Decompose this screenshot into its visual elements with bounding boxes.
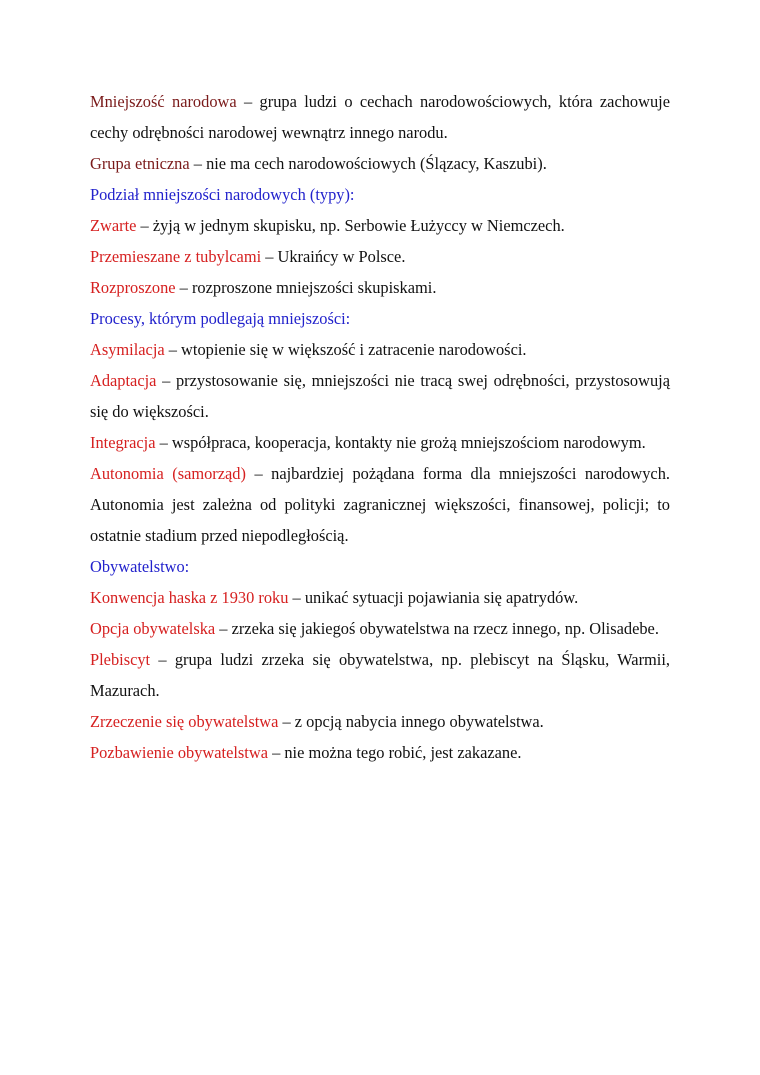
term-asymilacja: Asymilacja <box>90 340 165 359</box>
paragraph-konwencja-haska <box>90 582 670 613</box>
paragraph-plebiscyt <box>90 644 670 706</box>
definition-zrzeczenie: – z opcją nabycia innego obywatelstwa. <box>278 712 544 731</box>
definition-integracja: – współpraca, kooperacja, kontakty nie grożą mniejszościom narodowym. <box>155 433 646 452</box>
term-opcja-obywatelska: Opcja obywatelska <box>90 619 216 638</box>
term-konwencja-haska: Konwencja haska z 1930 roku <box>90 588 289 607</box>
heading-obywatelstwo: Obywatelstwo: <box>90 557 190 576</box>
definition-autonomia: – najbardziej pożądana forma dla mniejszości narodowych. Autonomia jest zależna od polityki zagranicznej większości, finansowej, policji; to ostatnie stadium przed niepodległością. <box>90 464 670 545</box>
term-grupa-etniczna: Grupa etniczna <box>90 154 190 173</box>
paragraph-rozproszone <box>90 272 670 303</box>
term-zrzeczenie: Zrzeczenie się obywatelstwa <box>90 712 279 731</box>
paragraph-zwarte <box>90 210 670 241</box>
term-zwarte: Zwarte <box>90 216 137 235</box>
definition-asymilacja: – wtopienie się w większość i zatracenie narodowości. <box>164 340 527 359</box>
paragraph-grupa-etniczna <box>90 148 670 179</box>
document-page <box>90 86 670 768</box>
term-mniejszosc-narodowa: Mniejszość narodowa <box>90 92 237 111</box>
heading-podzial-mniejszosci: Podział mniejszości narodowych (typy): <box>90 185 355 204</box>
paragraph-pozbawienie <box>90 737 670 768</box>
paragraph-autonomia <box>90 458 670 551</box>
term-integracja: Integracja <box>90 433 156 452</box>
definition-konwencja-haska: – unikać sytuacji pojawiania się apatrydów. <box>288 588 579 607</box>
heading-procesy: Procesy, którym podlegają mniejszości: <box>90 309 351 328</box>
paragraph-opcja-obywatelska <box>90 613 670 644</box>
paragraph-asymilacja <box>90 334 670 365</box>
paragraph-integracja <box>90 427 670 458</box>
definition-przemieszane: – Ukraińcy w Polsce. <box>261 247 406 266</box>
term-przemieszane: Przemieszane z tubylcami <box>90 247 262 266</box>
term-adaptacja: Adaptacja <box>90 371 157 390</box>
definition-rozproszone: – rozproszone mniejszości skupiskami. <box>175 278 437 297</box>
term-autonomia: Autonomia (samorząd) <box>90 464 246 483</box>
term-rozproszone: Rozproszone <box>90 278 176 297</box>
term-pozbawienie: Pozbawienie obywatelstwa <box>90 743 268 762</box>
definition-plebiscyt: – grupa ludzi zrzeka się obywatelstwa, np. plebiscyt na Śląsku, Warmii, Mazurach. <box>90 650 670 700</box>
definition-opcja-obywatelska: – zrzeka się jakiegoś obywatelstwa na rzecz innego, np. Olisadebe. <box>215 619 659 638</box>
definition-pozbawienie: – nie można tego robić, jest zakazane. <box>267 743 522 762</box>
term-plebiscyt: Plebiscyt <box>90 650 151 669</box>
paragraph-mniejszosc-narodowa <box>90 86 670 148</box>
definition-adaptacja: – przystosowanie się, mniejszości nie tracą swej odrębności, przystosowują się do większości. <box>90 371 670 421</box>
paragraph-przemieszane <box>90 241 670 272</box>
definition-mniejszosc-narodowa: – grupa ludzi o cechach narodowościowych, która zachowuje cechy odrębności narodowej wewnątrz innego narodu. <box>90 92 670 142</box>
definition-grupa-etniczna: – nie ma cech narodowościowych (Ślązacy, Kaszubi). <box>189 154 547 173</box>
paragraph-adaptacja <box>90 365 670 427</box>
definition-zwarte: – żyją w jednym skupisku, np. Serbowie Łużyccy w Niemczech. <box>136 216 565 235</box>
paragraph-zrzeczenie <box>90 706 670 737</box>
